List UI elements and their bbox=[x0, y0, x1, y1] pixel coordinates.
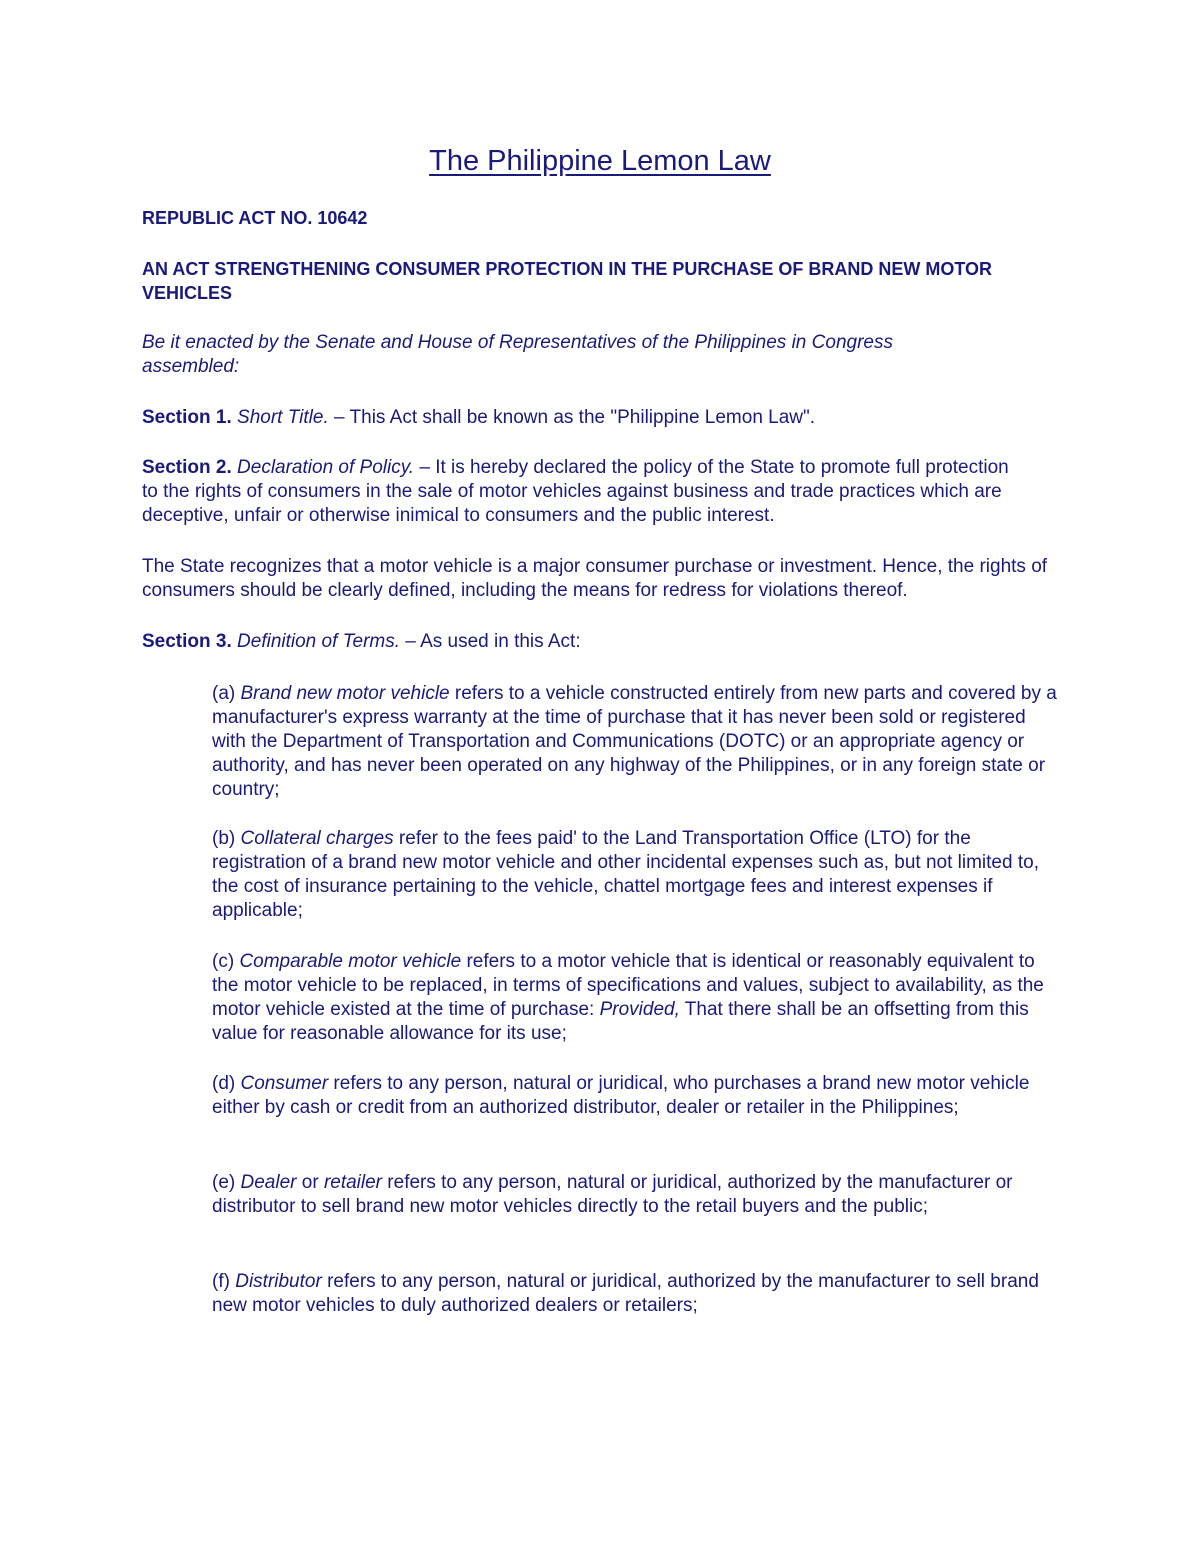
section-3-text: – As used in this Act: bbox=[400, 631, 581, 652]
section-3-label: Section 3. bbox=[142, 631, 232, 652]
definition-a bbox=[212, 682, 1062, 802]
definition-prefix: (b) bbox=[212, 828, 241, 849]
definition-b bbox=[212, 827, 1062, 923]
definition-term: Consumer bbox=[240, 1073, 329, 1094]
enacting-clause: Be it enacted by the Senate and House of Representatives of the Philippines in Congress assembled: bbox=[142, 332, 893, 377]
definition-text-continued: That there shall be an offsetting from this value for reasonable allowance for its use; bbox=[212, 999, 1029, 1044]
definition-term: Distributor bbox=[235, 1271, 322, 1292]
definition-c bbox=[212, 950, 1062, 1046]
definition-term: Collateral charges bbox=[240, 828, 394, 849]
definition-e bbox=[212, 1171, 1062, 1219]
section-1-label: Section 1. bbox=[142, 407, 232, 428]
section-1-heading: Short Title. bbox=[237, 407, 329, 428]
section-2-heading: Declaration of Policy. bbox=[237, 457, 415, 478]
definition-proviso: Provided, bbox=[599, 999, 680, 1020]
section-2-text: – It is hereby declared the policy of the State to promote full protection to the rights of consumers in the sale of motor vehicles against business and trade practices which are deceptive, unfair or otherwise inimical to consumers and the public interest. bbox=[142, 457, 1009, 526]
definition-text: refers to any person, natural or juridical, authorized by the manufacturer to sell brand new motor vehicles to duly authorized dealers or retailers; bbox=[212, 1271, 1039, 1316]
definition-text: refers to any person, natural or juridical, who purchases a brand new motor vehicle either by cash or credit from an authorized distributor, dealer or retailer in the Philippines; bbox=[212, 1073, 1030, 1118]
definition-prefix: (a) bbox=[212, 683, 241, 704]
section-2 bbox=[142, 456, 1012, 528]
definition-term: Dealer bbox=[240, 1172, 297, 1193]
definition-term: Comparable motor vehicle bbox=[239, 951, 462, 972]
definition-text: refers to a vehicle constructed entirely from new parts and covered by a manufacturer's express warranty at the time of purchase that it has never been sold or registered with the Department of Transportation and Communications (DOTC) or an appropriate agency or authority, and has never been operated on any highway of the Philippines, or in any foreign state or country; bbox=[212, 683, 1057, 800]
section-1 bbox=[142, 406, 1062, 430]
definition-prefix: (d) bbox=[212, 1073, 241, 1094]
definition-d bbox=[212, 1072, 1052, 1120]
definition-f bbox=[212, 1270, 1062, 1318]
definition-prefix: (e) bbox=[212, 1172, 241, 1193]
section-2-paragraph-2: The State recognizes that a motor vehicle is a major consumer purchase or investment. Hence, the rights of consumers should be clearly defined, including the means for redress for violations thereof. bbox=[142, 556, 1048, 601]
definition-text: refer to the fees paid' to the Land Transportation Office (LTO) for the registration of a brand new motor vehicle and other incidental expenses such as, but not limited to, the cost of insurance pertaining to the vehicle, chattel mortgage fees and interest expenses if applicable; bbox=[212, 828, 1039, 921]
act-number: REPUBLIC ACT NO. 10642 bbox=[142, 208, 368, 228]
section-3-heading: Definition of Terms. bbox=[237, 631, 401, 652]
definition-term: Brand new motor vehicle bbox=[240, 683, 450, 704]
definition-connector: or bbox=[296, 1172, 324, 1193]
act-heading: AN ACT STRENGTHENING CONSUMER PROTECTION IN THE PURCHASE OF BRAND NEW MOTOR VEHICLES bbox=[142, 259, 993, 303]
section-1-text: – This Act shall be known as the "Philippine Lemon Law". bbox=[328, 407, 816, 428]
definition-text: refers to any person, natural or juridical, authorized by the manufacturer or distributor to sell brand new motor vehicles directly to the retail buyers and the public; bbox=[212, 1172, 1013, 1217]
section-3 bbox=[142, 630, 1062, 654]
definition-prefix: (c) bbox=[212, 951, 240, 972]
section-2-label: Section 2. bbox=[142, 457, 232, 478]
definition-term-2: retailer bbox=[323, 1172, 383, 1193]
definition-prefix: (f) bbox=[212, 1271, 236, 1292]
page-title: The Philippine Lemon Law bbox=[429, 145, 771, 177]
definition-text: refers to a motor vehicle that is identical or reasonably equivalent to the motor vehicle to be replaced, in terms of specifications and values, subject to availability, as the motor vehicle existed at the time of purchase: bbox=[212, 951, 1044, 1020]
